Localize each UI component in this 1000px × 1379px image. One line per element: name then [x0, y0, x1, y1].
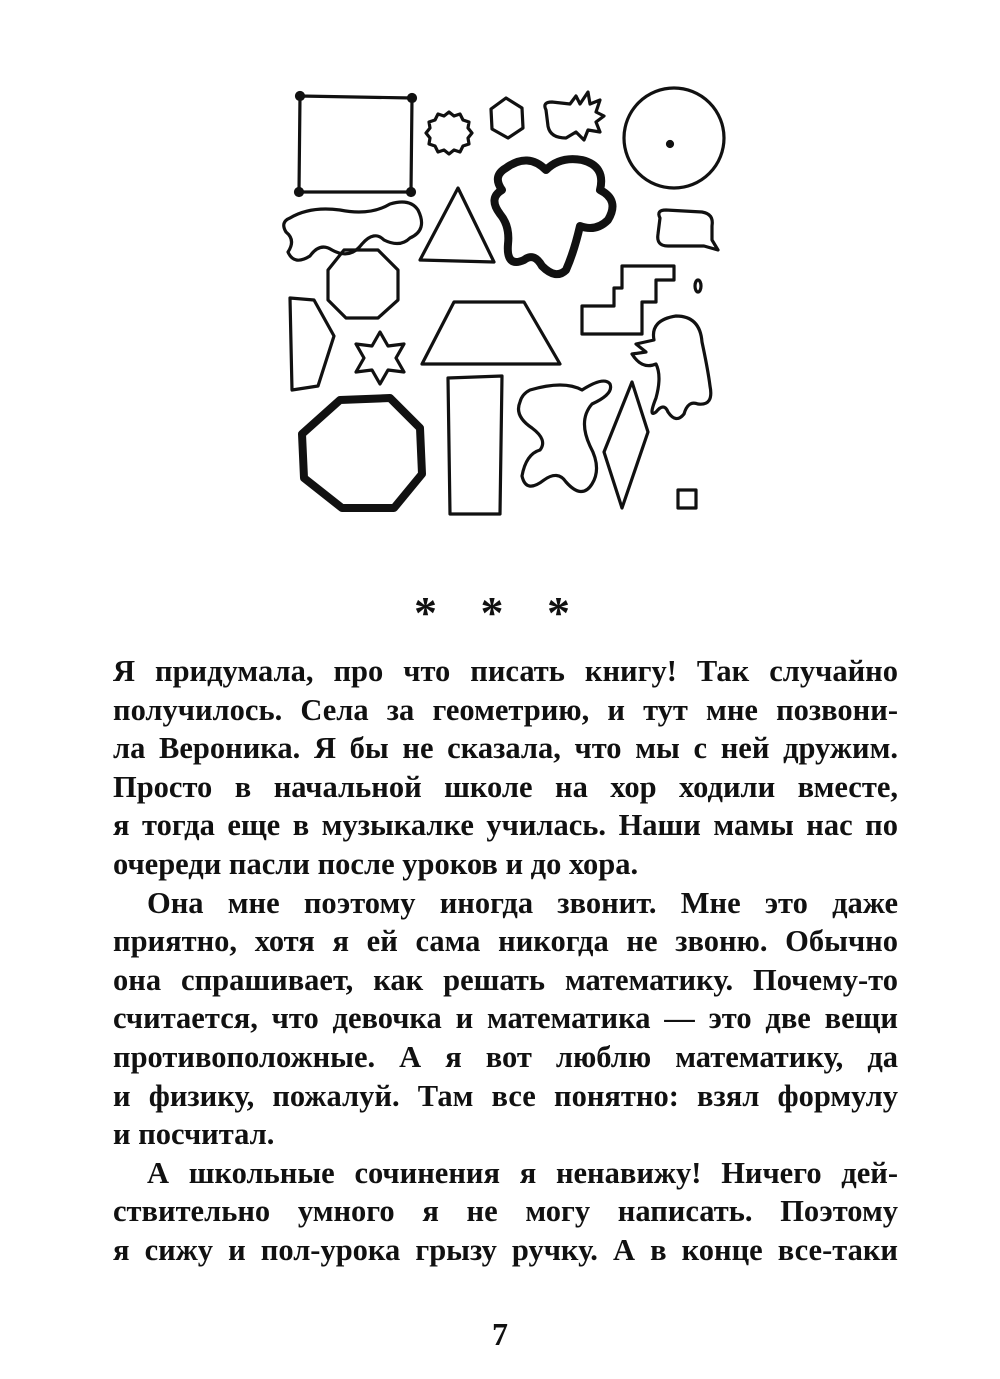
- triangle-shape: [420, 188, 494, 262]
- geometric-shapes-illustration: [270, 80, 730, 540]
- page-number: 7: [492, 1316, 508, 1352]
- text-line: я тогда еще в музыкалке училась. Наши мамы нас по: [113, 808, 898, 843]
- speech-rectangle-shape: [658, 210, 718, 250]
- large-circle-shape: [624, 88, 724, 188]
- text-line: очереди пасли после уроков и до хора.: [113, 846, 639, 881]
- thick-octagon-shape: [302, 398, 422, 508]
- text-line: А школьные сочинения я ненавижу! Ничего дей-: [147, 1155, 898, 1190]
- pentagon-shape: [290, 298, 334, 390]
- spiky-bubble-shape: [545, 92, 604, 140]
- body-text: [113, 652, 898, 1270]
- text-line: Я придумала, про что писать книгу! Так случайно: [113, 654, 898, 688]
- text-line: ла Вероника. Я бы не сказала, что мы с ней дружим.: [113, 731, 898, 766]
- trapezoid-shape: [422, 302, 560, 364]
- octagon-shape: [328, 250, 398, 318]
- text-line: считается, что девочка и математика — это две вещи: [113, 1001, 898, 1036]
- blob-shape: [519, 381, 611, 491]
- text-line: получилось. Села за геометрию, и тут мне позвони-: [113, 692, 898, 727]
- text-line: я сижу и пол-урока грызу ручку. А в конце все-таки: [113, 1232, 898, 1267]
- text-line: приятно, хотя я ей сама никогда не звоню. Обычно: [113, 924, 898, 959]
- text-line: ствительно умного я не могу написать. Поэтому: [113, 1194, 898, 1229]
- stair-polygon-shape: [582, 266, 674, 334]
- small-square-shape: [678, 490, 696, 508]
- section-separator: * * *: [414, 587, 586, 638]
- text-line: и посчитал.: [113, 1117, 275, 1152]
- diamond-shape: [604, 382, 648, 508]
- tall-rectangle-shape: [448, 376, 502, 514]
- text-line: и физику, пожалуй. Там все понятно: взял формулу: [113, 1078, 898, 1113]
- text-line: Просто в начальной школе на хор ходили вместе,: [113, 769, 898, 804]
- hexagon-shape: [491, 98, 523, 138]
- text-line: Она мне поэтому иногда звонит. Мне это даже: [147, 885, 898, 920]
- text-line: она спрашивает, как решать математику. Почему-то: [113, 962, 898, 997]
- ghost-shape: [632, 316, 711, 419]
- small-oval-shape: [695, 280, 701, 292]
- text-line: противоположные. А я вот люблю математику, да: [113, 1039, 898, 1074]
- square-shape: [299, 96, 412, 192]
- star-shape: [356, 332, 404, 384]
- thick-blob-shape: [494, 159, 612, 274]
- gear-shape: [426, 112, 472, 154]
